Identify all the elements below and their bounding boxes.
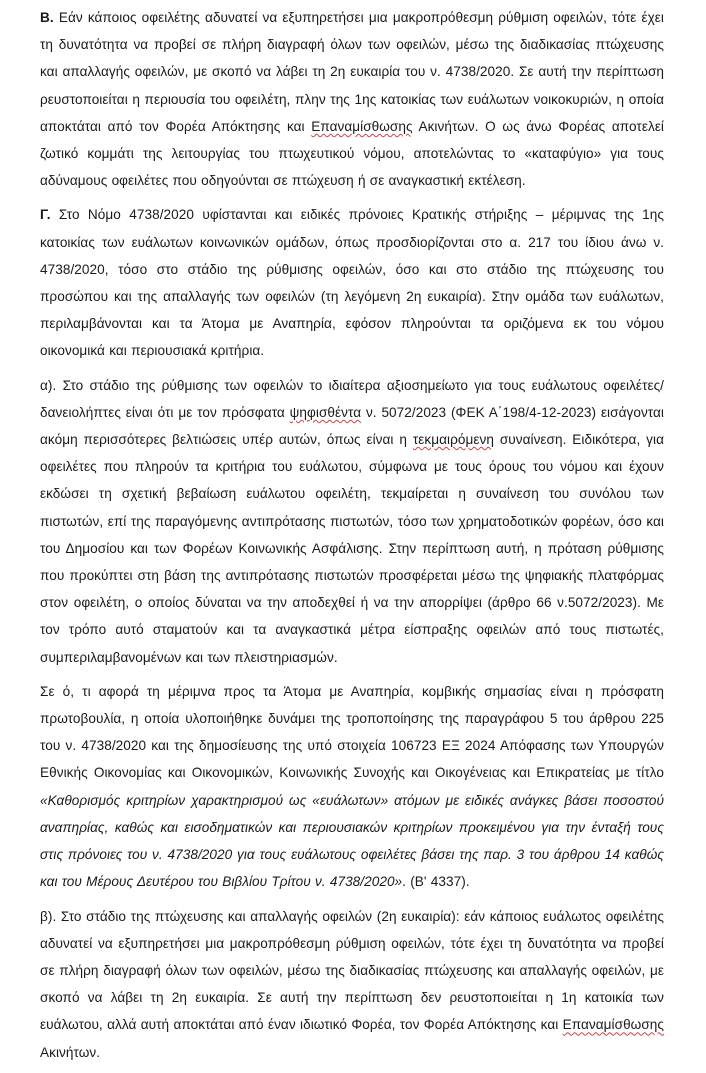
document-page (40, 4, 664, 1073)
paragraph-b-bankruptcy (40, 903, 664, 1066)
text-segment: Εάν κάποιος οφειλέτης αδυνατεί να εξυπηρετήσει μια μακροπρόθεσμη ρύθμιση οφειλών, τότε έχει τη δυνατότητα να προβεί σε πλήρη διαγραφή όλων των οφειλών, μέσω της διαδικασίας πτώχευσης και απαλλαγής οφειλών, με σκοπό να λάβει τη 2η ευκαιρία του ν. 4738/2020. Σε αυτή την περίπτωση ρευστοποιείται η περιουσία του οφειλέτη, πλην της 1ης κατοικίας των ευάλωτων νοικοκυριών, η οποία αποκτάται από τον Φορέα Απόκτησης και (40, 10, 664, 134)
spellcheck-flagged-word[interactable]: ψηφισθέντα (289, 404, 362, 420)
paragraph-a (40, 372, 664, 671)
text-segment: . (Β' 4337). (402, 874, 470, 890)
spellcheck-flagged-word[interactable]: Επαναμίσθωσης (562, 1017, 664, 1033)
paragraph-lead: Γ. (40, 207, 51, 223)
text-segment: Ακινήτων. Ο ως άνω Φορέας αποτελεί ζωτικό κομμάτι της λειτουργίας του πτωχευτικού νόμου, αποτελώντας το «καταφύγιο» για τους αδύναμους οφειλέτες που οδηγούνται σε πτώχευση ή σε αναγκαστική εκτέλεση. (40, 118, 664, 189)
text-segment: β). Στο στάδιο της πτώχευσης και απαλλαγής οφειλών (2η ευκαιρία): εάν κάποιος ευάλωτος οφειλέτης αδυνατεί να εξυπηρετήσει μια μακροπρόθεσμη ρύθμιση οφειλών, τότε έχει τη δυνατότητα να προβεί σε πλήρη διαγραφή όλων των οφειλών, μέσω της διαδικασίας πτώχευσης και απαλλαγής οφειλών, με σκοπό να λάβει τη 2η ευκαιρία. Σε αυτή την περίπτωση δεν ρευστοποιείται η 1η κατοικία των ευάλωτου, αλλά αυτή αποκτάται από έναν ιδιωτικό Φορέα, τον Φορέα Απόκτησης και (40, 908, 664, 1033)
paragraph-lead: Β. (40, 10, 54, 25)
paragraph-disability (40, 678, 664, 896)
spellcheck-flagged-word[interactable]: τεκμαιρόμενη (412, 432, 494, 448)
text-segment: α). Στο στάδιο της ρύθμισης των οφειλών το ιδιαίτερα αξιοσημείωτο για τους ευάλωτους οφειλέτες/δανειολήπτες είναι ότι με τον πρόσφατα (40, 377, 664, 420)
paragraph-g (40, 201, 664, 364)
spellcheck-flagged-word[interactable]: Επαναμίσθωσης (311, 118, 413, 134)
decision-title-italic: «Καθορισμός κριτηρίων χαρακτηρισμού ως «ευάλωτων» ατόμων με ειδικές ανάγκες βάσει ποσοστού αναπηρίας, καθώς και εισοδηματικών και περιουσιακών κριτηρίων προκειμένου για την ένταξή τους στις πρόνοιες του ν. 4738/2020 για τους ευάλωτους οφειλέτες βάσει της παρ. 3 του άρθρου 14 καθώς και του Μέρους Δευτέρου του Βιβλίου Τρίτου ν. 4738/2020» (40, 792, 664, 890)
text-segment: συναίνεση. Ειδικότερα, για οφειλέτες που πληρούν τα κριτήρια του ευάλωτου, σύμφωνα με τους όρους του νόμου και έχουν εκδώσει τη σχετική βεβαίωση ευάλωτου οφειλέτη, τεκμαίρεται η συναίνεση του συνόλου των πιστωτών, επί της παραγόμενης αντιπρότασης πιστωτών, τόσο των χρηματοδοτικών φορέων, όσο και του Δημοσίου και των Φορέων Κοινωνικής Ασφάλισης. Στην περίπτωση αυτή, η πρόταση ρύθμισης που προκύπτει στη βάση της αντιπρότασης πιστωτών προσφέρεται μέσω της ψηφιακής πλατφόρμας στον οφειλέτη, ο οποίος δύναται να την αποδεχθεί ή να την απορρίψει (άρθρο 66 ν.5072/2023). Με τον τρόπο αυτό σταματούν και τα αναγκαστικά μέτρα είσπραξης οφειλών από τους πιστωτές, συμπεριλαμβανομένων και των πλειστηριασμών. (40, 432, 664, 665)
text-segment: Ακινήτων. (40, 1044, 101, 1060)
text-segment: Σε ό, τι αφορά τη μέριμνα προς τα Άτομα με Αναπηρία, κομβικής σημασίας είναι η πρόσφατη πρωτοβουλία, η οποία υλοποιήθηκε δυνάμει της τροποποίησης της παραγράφου 5 του άρθρου 225 του ν. 4738/2020 και της δημοσίευσης της υπό στοιχεία 106723 ΕΞ 2024 Απόφασης των Υπουργών Εθνικής Οικονομίας και Οικονομικών, Κοινωνικής Συνοχής και Οικογένειας και Επικρατείας με τίτλο (40, 683, 664, 781)
paragraph-b (40, 4, 664, 194)
text-segment: ν. 5072/2023 (ΦΕΚ Α΄198/4-12-2023) εισάγονται ακόμη περισσότερες βελτιώσεις υπέρ αυτών, όπως είναι η (40, 404, 664, 448)
text-segment: Στο Νόμο 4738/2020 υφίστανται και ειδικές πρόνοιες Κρατικής στήριξης – μέριμνας της 1ης κατοικίας των ευάλωτων κοινωνικών ομάδων, όπως προσδιορίζονται στο α. 217 του ίδιου άνω ν. 4738/2020, τόσο στο στάδιο της ρύθμισης οφειλών, όσο και στο στάδιο της πτώχευσης του προσώπου και της απαλλαγής των οφειλών (τη λεγόμενη 2η ευκαιρία). Στην ομάδα των ευάλωτων, περιλαμβάνονται και τα Άτομα με Αναπηρία, εφόσον πληρούνται τα οριζόμενα εκ του νόμου οικονομικά και περιουσιακά κριτήρια. (40, 207, 664, 359)
